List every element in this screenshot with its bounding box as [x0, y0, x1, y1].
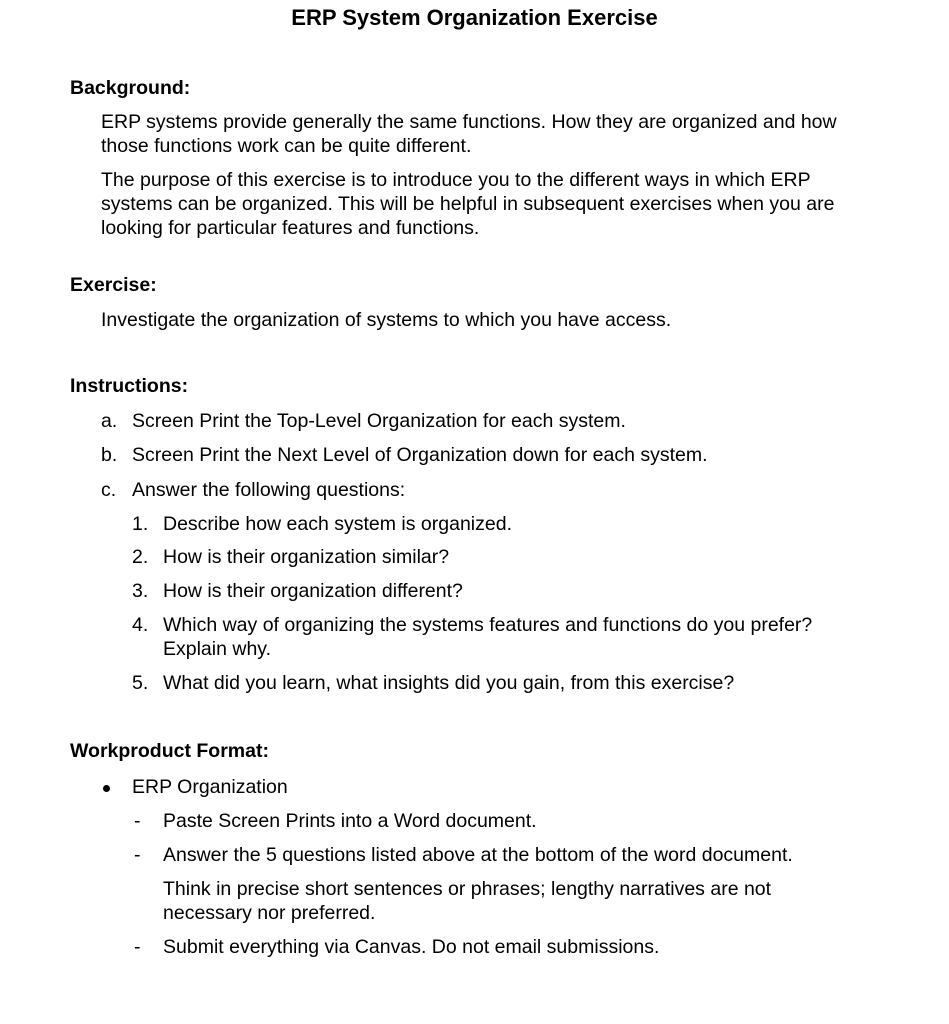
bullet-icon: [103, 785, 110, 792]
instruction-text: Screen Print the Top-Level Organization for each system.: [132, 410, 626, 432]
list-marker: 1.: [132, 513, 149, 535]
subitem-text: Paste Screen Prints into a Word document.: [163, 810, 537, 832]
bullet-text: ERP Organization: [132, 776, 288, 798]
exercise-heading: Exercise:: [70, 274, 157, 296]
dash-marker: -: [134, 936, 141, 958]
instruction-text: Screen Print the Next Level of Organization down for each system.: [132, 444, 708, 466]
list-marker: 3.: [132, 580, 149, 602]
list-marker: c.: [101, 479, 117, 501]
question-text: How is their organization similar?: [163, 546, 450, 568]
background-heading: Background:: [70, 77, 191, 99]
subitem-text: Answer the 5 questions listed above at the bottom of the word document.: [163, 844, 793, 866]
instructions-heading: Instructions:: [70, 375, 189, 397]
dash-marker: -: [134, 810, 141, 832]
list-marker: b.: [101, 444, 118, 466]
question-text: Which way of organizing the systems features and functions do you prefer? Explain why.: [163, 614, 813, 660]
background-paragraph-2: The purpose of this exercise is to introduce you to the different ways in which ERP systems can be organized. This will be helpful in subsequent exercises when you are looking for particular features and functions.: [101, 169, 835, 239]
document-title: ERP System Organization Exercise: [291, 5, 658, 30]
instruction-text: Answer the following questions:: [132, 479, 406, 501]
list-marker: 2.: [132, 546, 149, 568]
question-text: How is their organization different?: [163, 580, 463, 602]
list-marker: 5.: [132, 672, 149, 694]
question-text: Describe how each system is organized.: [163, 513, 512, 535]
background-paragraph-1: ERP systems provide generally the same functions. How they are organized and how those functions work can be quite different.: [101, 111, 837, 157]
subitem-text: Think in precise short sentences or phrases; lengthy narratives are not necessary nor preferred.: [163, 878, 772, 924]
dash-marker: -: [134, 844, 141, 866]
list-marker: 4.: [132, 614, 149, 636]
subitem-text: Submit everything via Canvas. Do not email submissions.: [163, 936, 660, 958]
exercise-text: Investigate the organization of systems to which you have access.: [101, 309, 672, 331]
workproduct-heading: Workproduct Format:: [70, 740, 269, 762]
list-marker: a.: [101, 410, 118, 432]
question-text: What did you learn, what insights did you gain, from this exercise?: [163, 672, 735, 694]
